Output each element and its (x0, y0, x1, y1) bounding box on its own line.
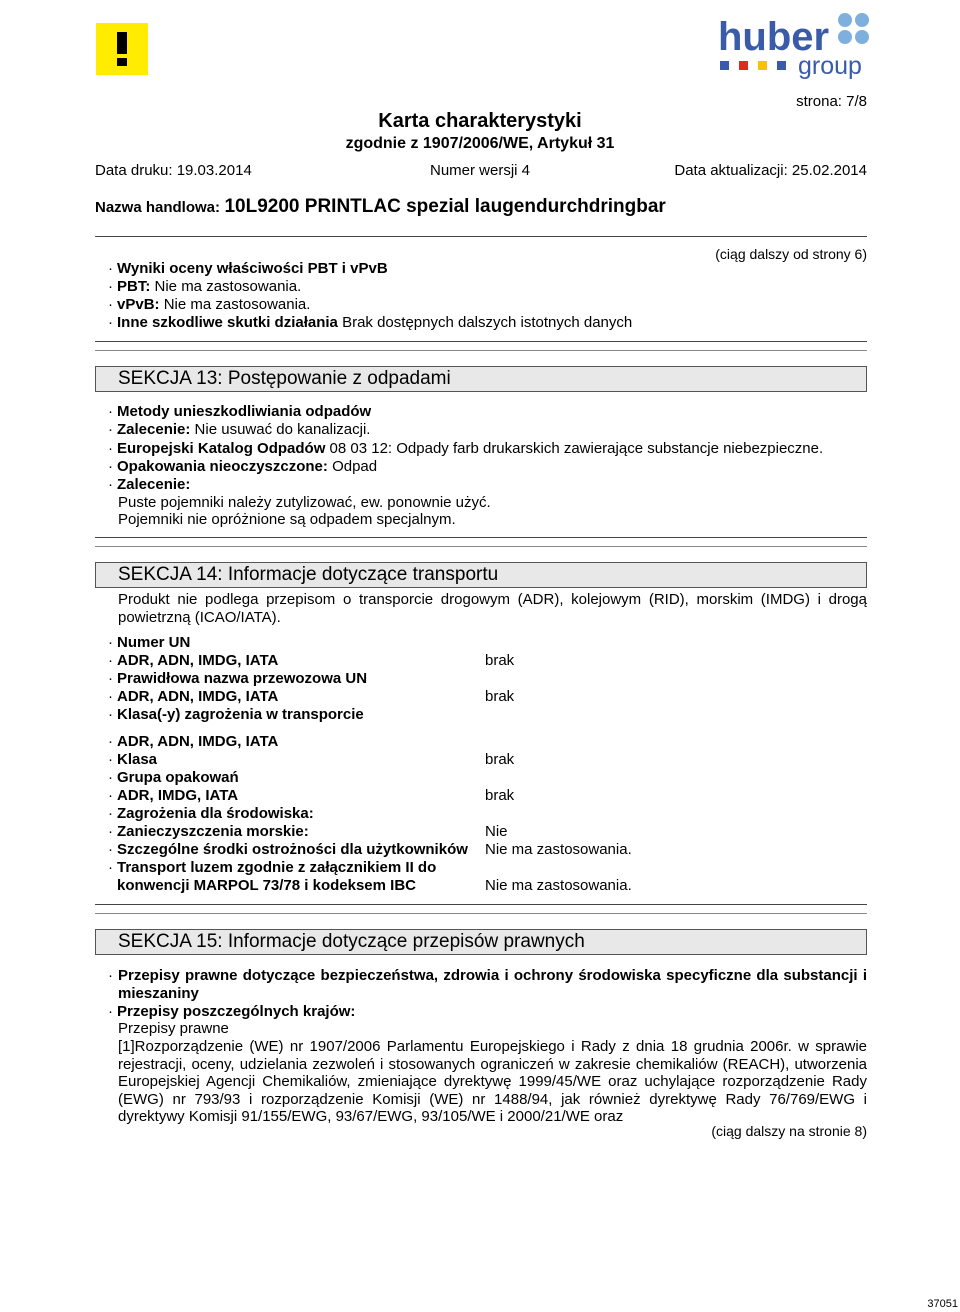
transport-row: · ADR, ADN, IMDG, IATA (108, 733, 279, 750)
transport-row-label: Zanieczyszczenia morskie: (117, 823, 309, 840)
pbt-line-1: · Wyniki oceny właściwości PBT i vPvB (108, 260, 388, 277)
transport-row-label: Numer UN (117, 634, 191, 651)
document-subtitle: zgodnie z 1907/2006/WE, Artykuł 31 (345, 135, 615, 152)
s15-line-1-dot: · (108, 967, 113, 984)
s13-line-2: · Zalecenie: Nie usuwać do kanalizacji. (108, 421, 371, 438)
trade-name: 10L9200 PRINTLAC spezial laugendurchdringbar (224, 196, 666, 217)
trade-name-row (95, 196, 666, 218)
transport-row-value: brak (485, 787, 515, 804)
transport-row: · Prawidłowa nazwa przewozowa UN (108, 670, 368, 687)
pbt-line-3: · vPvB: Nie ma zastosowania. (108, 296, 311, 313)
transport-row-value: brak (485, 751, 515, 768)
s15-line-1: Przepisy prawne dotyczące bezpieczeństwa, zdrowia i ochrony środowiska specyficzne dla substancji i mieszaniny (118, 967, 867, 1002)
s14-intro: Produkt nie podlega przepisom o transporcie drogowym (ADR), kolejowym (RID), morskim (IMDG) i drogą powietrzną (ICAO/IATA). (118, 591, 867, 626)
s13-line-5: · Zalecenie: (108, 476, 191, 493)
transport-row-label: Transport luzem zgodnie z załącznikiem II do (117, 859, 437, 876)
transport-row-label: Klasa(-y) zagrożenia w transporcie (117, 706, 364, 723)
transport-row (108, 877, 416, 895)
svg-text:huber: huber (718, 15, 830, 59)
s15-line-3: Przepisy prawne (118, 1020, 229, 1037)
transport-row-label: ADR, ADN, IMDG, IATA (117, 652, 279, 669)
transport-row: · Zagrożenia dla środowiska: (108, 805, 314, 822)
header-divider (95, 236, 867, 237)
s15-line-2: · Przepisy poszczególnych krajów: (108, 1003, 356, 1020)
transport-row-label: Zagrożenia dla środowiska: (117, 805, 314, 822)
divider-2b (95, 546, 867, 547)
svg-text:group: group (798, 52, 862, 80)
transport-row-label: Prawidłowa nazwa przewozowa UN (117, 670, 368, 687)
pbt-line-4: · Inne szkodliwe skutki działania Brak dostępnych dalszych istotnych danych (108, 314, 633, 331)
transport-row: · ADR, ADN, IMDG, IATA (108, 688, 279, 705)
transport-row: · ADR, ADN, IMDG, IATA (108, 652, 279, 669)
transport-row-value: Nie ma zastosowania. (485, 877, 632, 894)
divider-3b (95, 913, 867, 914)
transport-row-label: ADR, IMDG, IATA (117, 787, 239, 804)
s15-paragraph: [1]Rozporządzenie (WE) nr 1907/2006 Parlamentu Europejskiego i Rady z dnia 18 grudnia 2006r. w sprawie rejestracji, oceny, udzielania zezwoleń i stosowanych ograniczeń w zakresie chemikaliów (REACH), utworzenia Europejskiej Agencji Chemikaliów, zmieniające dyrektywę 1999/45/WE oraz uchylające rozporządzenie Rady (EWG) nr 793/93 i rozporządzenie Komisji (WE) nr 1488/94, jak również dyrektywę Rady 76/769/EWG i dyrektywy Komisji 91/155/EWG, 93/67/EWG, 93/105/WE i 2000/21/WE oraz (118, 1038, 867, 1125)
transport-row: · Klasa (108, 751, 158, 768)
page-number: strona: 7/8 (796, 93, 867, 110)
transport-row-label: ADR, ADN, IMDG, IATA (117, 688, 279, 705)
transport-row: · Zanieczyszczenia morskie: (108, 823, 309, 840)
transport-row: · Grupa opakowań (108, 769, 239, 786)
section-13-header: SEKCJA 13: Postępowanie z odpadami (95, 366, 867, 392)
document-title: Karta charakterystyki (378, 110, 582, 132)
footer-code: 37051 (927, 1298, 958, 1310)
trade-name-label: Nazwa handlowa: (95, 199, 221, 216)
transport-row: · Transport luzem zgodnie z załącznikiem II do (108, 859, 437, 876)
transport-row: · Numer UN (108, 634, 191, 651)
divider-1b (95, 350, 867, 351)
divider-3 (95, 904, 867, 905)
transport-row-label: Szczególne środki ostrożności dla użytkowników (117, 841, 468, 858)
print-date: Data druku: 19.03.2014 (95, 162, 252, 179)
warning-icon (96, 23, 148, 75)
transport-row-value: brak (485, 688, 515, 705)
divider-1 (95, 341, 867, 342)
section-15-header: SEKCJA 15: Informacje dotyczące przepisów prawnych (95, 929, 867, 955)
section-14-header: SEKCJA 14: Informacje dotyczące transportu (95, 562, 867, 588)
transport-row: · Szczególne środki ostrożności dla użytkowników (108, 841, 468, 858)
s13-line-7: Pojemniki nie opróżnione są odpadem specjalnym. (118, 511, 456, 528)
continued-from: (ciąg dalszy od strony 6) (715, 246, 867, 262)
s13-line-3: · Europejski Katalog Odpadów 08 03 12: Odpady farb drukarskich zawierające substancje niebezpieczne. (108, 440, 824, 457)
huber-group-logo (716, 10, 872, 82)
transport-row-label: Klasa (117, 751, 158, 768)
version-number: Numer wersji 4 (430, 162, 531, 179)
transport-row-value: Nie (485, 823, 508, 840)
s13-line-4: · Opakowania nieoczyszczone: Odpad (108, 458, 378, 475)
transport-row-value: Nie ma zastosowania. (485, 841, 632, 858)
transport-row-label: Grupa opakowań (117, 769, 239, 786)
update-date: Data aktualizacji: 25.02.2014 (674, 162, 867, 179)
pbt-line-2: · PBT: Nie ma zastosowania. (108, 278, 302, 295)
transport-row: · ADR, IMDG, IATA (108, 787, 239, 804)
divider-2 (95, 537, 867, 538)
transport-row-value: brak (485, 652, 515, 669)
transport-row: · Klasa(-y) zagrożenia w transporcie (108, 706, 364, 723)
s13-line-6: Puste pojemniki należy zutylizować, ew. ponownie użyć. (118, 494, 491, 511)
continued-to: (ciąg dalszy na stronie 8) (711, 1123, 867, 1139)
s13-line-1: · Metody unieszkodliwiania odpadów (108, 403, 372, 420)
transport-row-label: konwencji MARPOL 73/78 i kodeksem IBC (117, 877, 416, 894)
transport-row-label: ADR, ADN, IMDG, IATA (117, 733, 279, 750)
